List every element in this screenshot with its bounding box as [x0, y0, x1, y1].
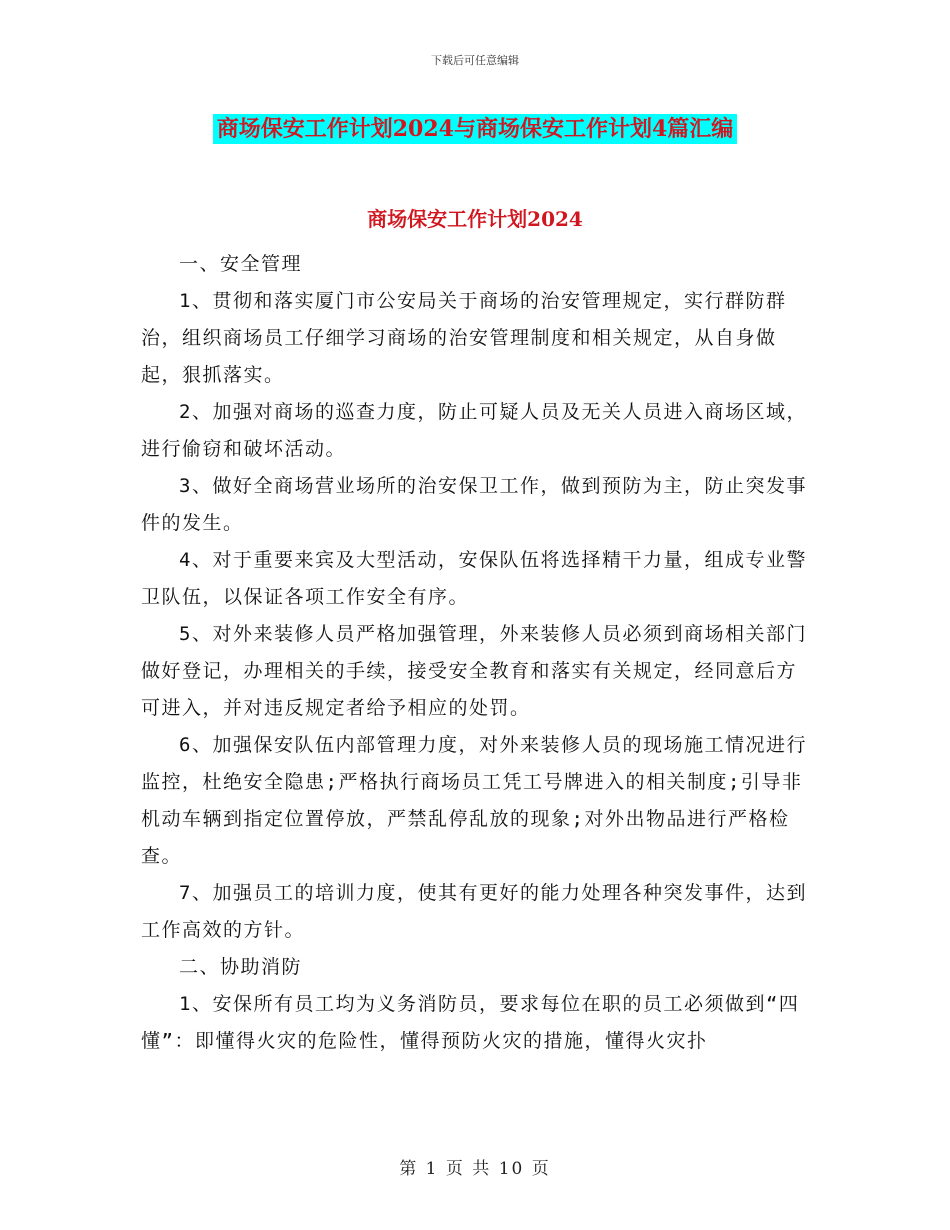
paragraph: 一、安全管理 [179, 253, 303, 275]
page-number-footer: 第 1 页 共 10 页 [399, 1159, 551, 1179]
document-title-container [0, 114, 950, 144]
paragraph: 5、对外来装修人员严格加强管理，外来装修人员必须到商场相关部门做好登记，办理相关的手续，接受安全教育和落实有关规定，经同意后方可进入，并对违反规定者给予相应的处罚。 [141, 623, 807, 719]
paragraph: 4、对于重要来宾及大型活动，安保队伍将选择精干力量，组成专业警卫队伍，以保证各项工作安全有序。 [141, 549, 807, 608]
document-body [141, 246, 809, 1060]
paragraph: 1、安保所有员工均为义务消防员，要求每位在职的员工必须做到“四懂”：即懂得火灾的危险性，懂得预防火灾的措施，懂得火灾扑 [141, 993, 800, 1052]
document-main-title: 商场保安工作计划2024与商场保安工作计划4篇汇编 [213, 114, 738, 144]
paragraph: 1、贯彻和落实厦门市公安局关于商场的治安管理规定，实行群防群治，组织商场员工仔细学习商场的治安管理制度和相关规定，从自身做起，狠抓落实。 [141, 290, 787, 386]
paragraph: 6、加强保安队伍内部管理力度，对外来装修人员的现场施工情况进行监控，杜绝安全隐患;严格执行商场员工凭工号牌进入的相关制度;引导非机动车辆到指定位置停放，严禁乱停乱放的现象;对外出物品进行严格检查。 [141, 734, 807, 867]
paragraph: 二、协助消防 [179, 956, 303, 978]
paragraph: 2、加强对商场的巡查力度，防止可疑人员及无关人员进入商场区域，进行偷窃和破坏活动。 [141, 401, 807, 460]
paragraph: 3、做好全商场营业场所的治安保卫工作，做到预防为主，防止突发事件的发生。 [141, 475, 807, 534]
paragraph: 7、加强员工的培训力度，使其有更好的能力处理各种突发事件，达到工作高效的方针。 [141, 882, 807, 941]
section-title: 商场保安工作计划2024 [367, 207, 583, 231]
page-header-note: 下载后可任意编辑 [431, 54, 519, 67]
